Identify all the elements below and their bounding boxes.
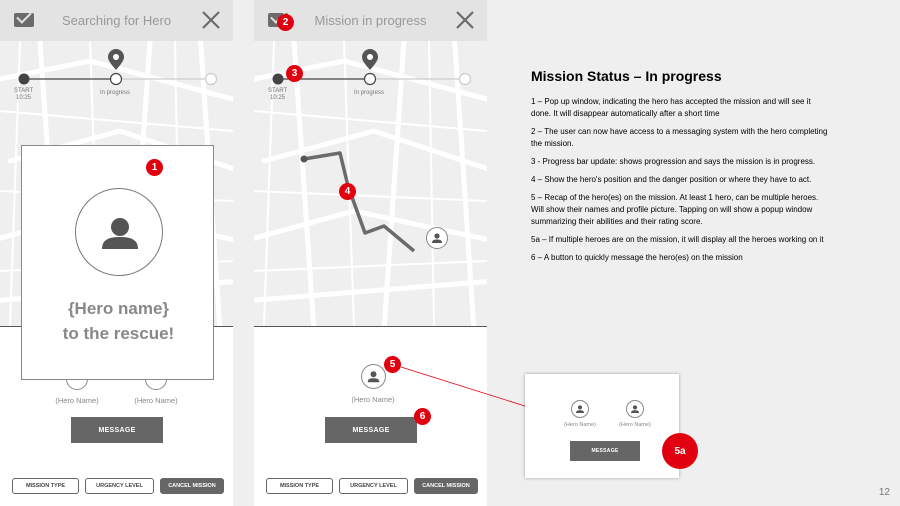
annotation-badge-5: 5 — [384, 356, 401, 373]
urgency-level-button[interactable]: URGENCY LEVEL — [85, 478, 154, 494]
screen-title: Searching for Hero — [61, 13, 172, 28]
multi-hero-detail — [525, 374, 679, 478]
message-button[interactable]: MESSAGE — [71, 417, 163, 443]
progress-start-label: START — [14, 88, 34, 94]
page-number: 12 — [878, 487, 890, 498]
note-item: 4 – Show the hero's position and the danger position or where they have to act. — [531, 175, 812, 184]
note-item: 3 - Progress bar update: shows progression and says the mission is in progress. — [531, 157, 816, 166]
annotation-badge-1: 1 — [146, 159, 163, 176]
notes-title: Mission Status – In progress — [531, 68, 722, 84]
hero-name: (Hero Name) — [134, 396, 178, 405]
progress-start-time: 10:25 — [16, 95, 32, 101]
progress-start-label: START — [268, 88, 288, 94]
note-item: 5 – Recap of the hero(es) on the mission. At least 1 hero, can be multiple heroes. Will show their names and profile picture. Tapping on will show a popup window summarizing their abilities and their rating score. — [531, 193, 819, 226]
annotation-badge-3: 3 — [286, 65, 303, 82]
screen-title: Mission in progress — [314, 13, 427, 28]
hero-name: (Hero Name) — [564, 422, 596, 428]
hero-card[interactable] — [605, 400, 665, 428]
note-item: 1 – Pop up window, indicating the hero has accepted the mission and will see it done. It will disappear automatically after a short time — [531, 97, 811, 118]
annotation-badge-5a: 5a — [662, 433, 698, 469]
cancel-mission-button[interactable]: CANCEL MISSION — [160, 478, 224, 494]
hero-name: (Hero Name) — [55, 396, 99, 405]
annotation-badge-2: 2 — [277, 14, 294, 31]
popup-line-2: to the rescue! — [62, 324, 175, 343]
mission-type-button[interactable]: MISSION TYPE — [266, 478, 333, 494]
note-item: 5a – If multiple heroes are on the mission, it will display all the heroes working on it — [531, 235, 824, 244]
avatar — [571, 400, 589, 418]
cancel-mission-button[interactable]: CANCEL MISSION — [414, 478, 478, 494]
urgency-level-button[interactable]: URGENCY LEVEL — [339, 478, 408, 494]
progress-start-time: 10:25 — [270, 95, 286, 101]
mission-type-button[interactable]: MISSION TYPE — [12, 478, 79, 494]
avatar — [626, 400, 644, 418]
user-icon — [572, 401, 588, 417]
message-button[interactable]: MESSAGE — [325, 417, 417, 443]
annotation-badge-6: 6 — [414, 408, 431, 425]
user-icon — [627, 401, 643, 417]
progress-mid-label: In progress — [354, 90, 385, 96]
message-button[interactable]: MESSAGE — [570, 441, 640, 461]
annotation-badge-4: 4 — [339, 183, 356, 200]
note-item: 2 – The user can now have access to a messaging system with the hero completing the mission. — [531, 127, 828, 148]
annotation-notes — [531, 68, 831, 270]
progress-mid-label: In progress — [100, 90, 131, 96]
popup-line-1: {Hero name} — [67, 299, 170, 318]
note-item: 6 – A button to quickly message the hero(es) on the mission — [531, 253, 743, 262]
hero-name: (Hero Name) — [351, 395, 395, 404]
hero-card[interactable] — [550, 400, 610, 428]
hero-name: (Hero Name) — [619, 422, 651, 428]
